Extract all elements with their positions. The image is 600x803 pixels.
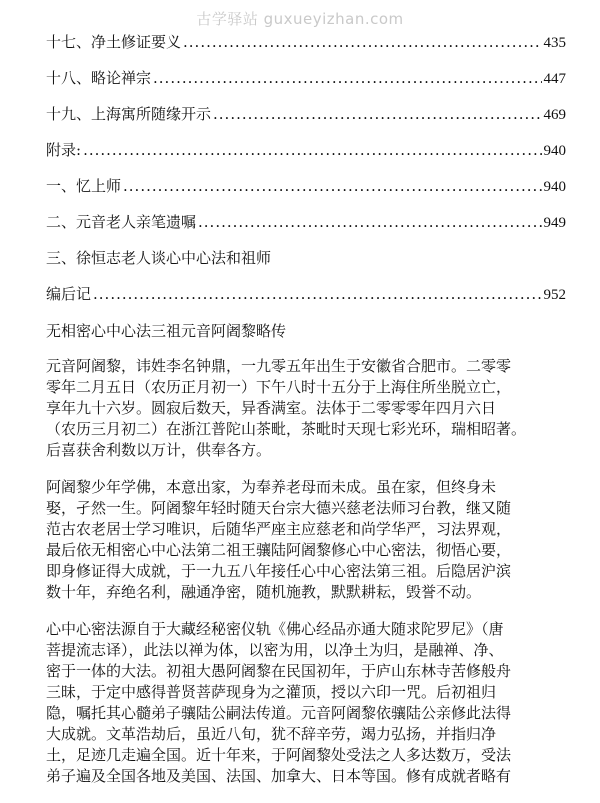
paragraph-line: 娶，孑然一生。阿阇黎年轻时随天台宗大德兴慈老法师习台教，继又随	[46, 499, 512, 517]
paragraph-line: （农历三月初二）在浙江普陀山茶毗，茶毗时天现七彩光环，瑞相昭著。	[46, 420, 527, 438]
paragraph-line: 元音阿阇黎，讳姓李名钟鼎，一九零五年出生于安徽省合肥市。二零零	[46, 357, 512, 375]
toc-leader-dots	[83, 140, 541, 160]
toc-entry-title: 三、徐恒志老人谈心中心法和祖师	[46, 249, 272, 267]
document-page	[46, 32, 566, 803]
toc-entry-page: 447	[543, 71, 566, 87]
toc-leader-dots	[198, 212, 541, 232]
paragraph-line: 零年二月五日（农历正月初一）下午八时十五分于上海住所坐脱立亡，	[46, 378, 512, 396]
toc-leader-dots	[213, 104, 541, 124]
toc-leader-dots	[183, 32, 541, 52]
paragraph-line: 心中心密法源自于大藏经秘密仪轨《佛心经品亦通大随求陀罗尼》（唐	[46, 620, 504, 638]
paragraph-line: 大成就。文革浩劫后，虽近八旬，犹不辞辛劳，竭力弘扬，并指归净	[46, 725, 497, 743]
paragraph-line: 三昧，于定中感得普贤菩萨现身为之灌顶，授以六印一咒。后初祖归	[46, 683, 497, 701]
toc-entry[interactable]	[46, 212, 566, 248]
paragraph-line: 弟子遍及全国各地及美国、法国、加拿大、日本等国。修有成就者略有	[46, 767, 512, 785]
toc-leader-dots	[153, 68, 541, 88]
paragraph-line: 即身修证得大成就，于一九五八年接任心中心密法第三祖。后隐居沪滨	[46, 562, 512, 580]
paragraph-line: 菩提流志译），此法以禅为体，以密为用，以净土为归，是融禅、净、	[46, 641, 504, 659]
paragraph-line: 范古农老居士学习唯识，后随华严座主应慈老和尚学华严，习法界观，	[46, 520, 512, 538]
toc-entry-page: 940	[543, 143, 566, 159]
toc-entry-title: 二、元音老人亲笔遗嘱	[46, 213, 197, 231]
toc-entry-page: 952	[543, 287, 566, 303]
toc-entry-title: 十七、净土修证要义	[46, 33, 182, 51]
toc-entry-page: 435	[543, 35, 566, 51]
toc-entry-title: 编后记	[46, 285, 92, 303]
paragraph	[46, 356, 566, 461]
table-of-contents	[46, 32, 566, 320]
toc-entry[interactable]	[46, 284, 566, 320]
watermark: 古学驿站 guxueyizhan.com	[196, 10, 404, 28]
toc-entry[interactable]	[46, 176, 566, 212]
paragraph-line: 阿阇黎少年学佛，本意出家，为奉养老母而未成。虽在家，但终身未	[46, 478, 497, 496]
article-body	[46, 356, 566, 787]
paragraph	[46, 477, 566, 603]
paragraph-line: 后喜获舍利数以万计，供奉各方。	[46, 441, 272, 459]
toc-entry[interactable]	[46, 68, 566, 104]
toc-entry-page: 940	[543, 179, 566, 195]
paragraph	[46, 619, 566, 787]
toc-entry-title: 十八、略论禅宗	[46, 69, 152, 87]
toc-entry-page: 469	[543, 107, 566, 123]
toc-entry-page: 949	[543, 215, 566, 231]
paragraph-line: 土，足迹几走遍全国。近十年来，于阿阇黎处受法之人多达数万，受法	[46, 746, 512, 764]
toc-entry[interactable]	[46, 140, 566, 176]
toc-entry[interactable]	[46, 248, 566, 284]
paragraph-line: 隐，嘱托其心髓弟子骧陆公嗣法传道。元音阿阇黎依骧陆公亲修此法得	[46, 704, 512, 722]
paragraph-line: 密于一体的大法。初祖大愚阿阇黎在民国初年，于庐山东林寺苦修般舟	[46, 662, 512, 680]
toc-entry-title: 附录:	[46, 141, 82, 159]
toc-entry[interactable]	[46, 32, 566, 68]
paragraph-line: 享年九十六岁。圆寂后数天，异香满室。法体于二零零零年四月六日	[46, 399, 497, 417]
paragraph-line: 数十年，弃绝名利，融通净密，随机施教，默默耕耘，毁誉不动。	[46, 583, 482, 601]
paragraph-line: 最后依无相密心中心法第二祖王骧陆阿阇黎修心中心密法，彻悟心要，	[46, 541, 512, 559]
toc-entry[interactable]	[46, 104, 566, 140]
toc-entry-title: 一、忆上师	[46, 177, 122, 195]
toc-leader-dots	[93, 284, 541, 304]
article-title: 无相密心中心法三祖元音阿阇黎略传	[46, 322, 287, 340]
toc-entry-title: 十九、上海寓所随缘开示	[46, 105, 212, 123]
toc-leader-dots	[123, 176, 541, 196]
